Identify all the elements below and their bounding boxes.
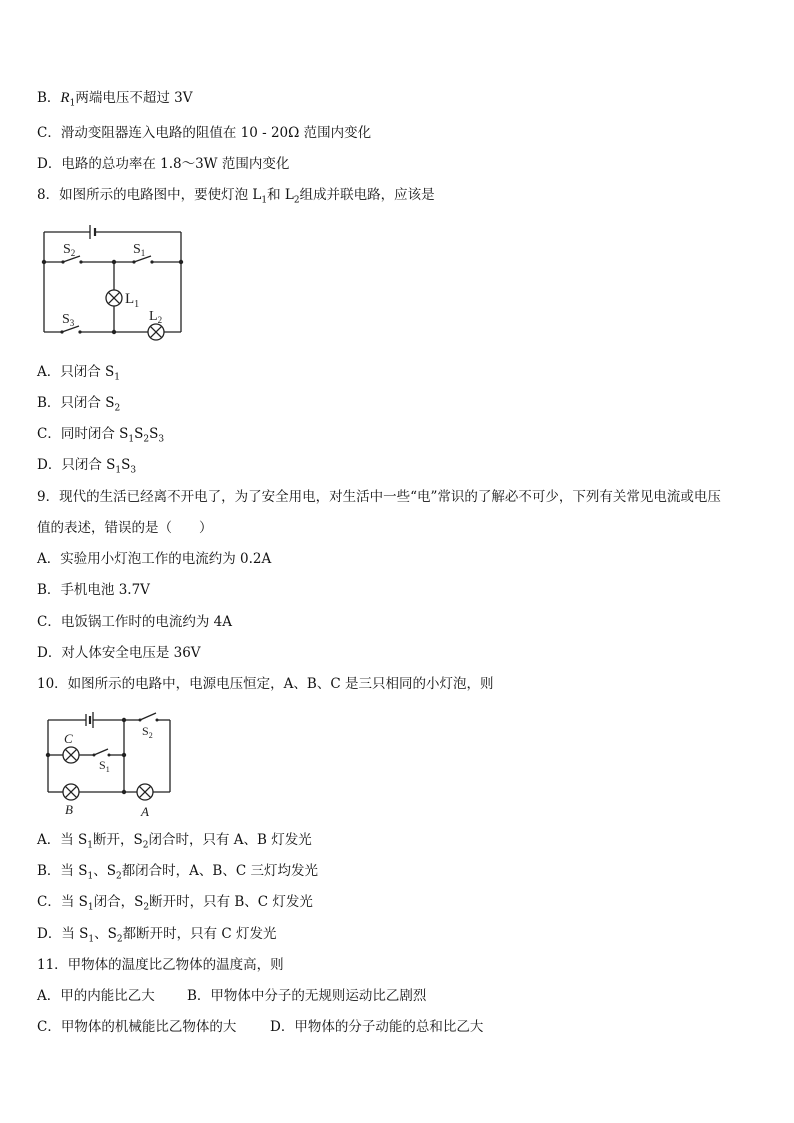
- q8-circuit-diagram: [38, 222, 188, 342]
- q7-option-b: B．$R_1$两端电压不超过 3V: [37, 90, 193, 109]
- q10-lamp-b-icon: [63, 784, 79, 800]
- q9-stem-line2: 值的表述，错误的是（ ）: [37, 520, 213, 536]
- q8-label-l1: $L_1$: [125, 291, 140, 310]
- q8-label-l2: $L_2$: [149, 309, 163, 325]
- q10-option-c: C．当 $S_1$闭合，$S_2$断开时，只有 B、C 灯发光: [37, 894, 313, 913]
- q10-battery-symbol: [86, 712, 93, 728]
- q8-label-s1: $S_1$: [133, 242, 146, 258]
- q9-option-b: B．手机电池 3.7V: [37, 582, 150, 598]
- q9-stem-line1: 9．现代的生活已经离不开电了，为了安全用电，对生活中一些“电”常识的了解必不可少，下列有关常见电流或电压: [37, 489, 721, 505]
- q10-option-d: D．当 $S_1$、$S_2$都断开时，只有 C 灯发光: [37, 926, 277, 945]
- q8-label-s3: $S_3$: [62, 312, 75, 328]
- q8-option-a: A．只闭合 $S_1$: [37, 364, 121, 383]
- q9-option-c: C．电饭锅工作时的电流约为 4A: [37, 614, 232, 630]
- q8-stem: 8．如图所示的电路图中，要使灯泡 $L_1$和 $L_2$组成并联电路，应该是: [37, 187, 435, 206]
- q11-option-d: D．甲物体的分子动能的总和比乙大: [270, 1019, 484, 1035]
- q11-option-c: C．甲物体的机械能比乙物体的大: [37, 1019, 237, 1035]
- q10-label-c: C: [64, 731, 73, 746]
- q10-circuit-diagram: [40, 710, 180, 818]
- q10-label-s1: $S_1$: [99, 758, 110, 774]
- q9-option-a: A．实验用小灯泡工作的电流约为 0.2A: [37, 551, 272, 567]
- q11-option-a: A．甲的内能比乙大: [37, 988, 155, 1004]
- q10-label-b: B: [65, 802, 73, 817]
- q10-label-s2: $S_2$: [142, 724, 153, 740]
- q7-option-d: D．电路的总功率在 1.8～3W 范围内变化: [37, 156, 290, 172]
- q8-lamp-l2-icon: [148, 324, 164, 340]
- q8-option-c: C．同时闭合 $S_1S_2S_3$: [37, 426, 165, 445]
- q8-option-d: D．只闭合 $S_1S_3$: [37, 457, 137, 476]
- q10-label-a: A: [141, 804, 149, 818]
- q10-stem: 10．如图所示的电路中，电源电压恒定，A、B、C 是三只相同的小灯泡，则: [37, 676, 494, 692]
- q10-option-b: B．当 $S_1$、$S_2$都闭合时，A、B、C 三灯均发光: [37, 863, 318, 882]
- q8-battery-symbol: [90, 225, 95, 239]
- q11-stem: 11．甲物体的温度比乙物体的温度高，则: [37, 957, 284, 973]
- q7-option-c: C．滑动变阻器连入电路的阻值在 10 - 20Ω 范围内变化: [37, 125, 372, 141]
- q8-option-b: B．只闭合 $S_2$: [37, 395, 121, 414]
- q11-option-b: B．甲物体中分子的无规则运动比乙剧烈: [187, 988, 427, 1004]
- q10-option-a: A．当 $S_1$断开，$S_2$闭合时，只有 A、B 灯发光: [37, 832, 312, 851]
- q8-lamp-l1-icon: [106, 290, 122, 306]
- q10-lamp-a-icon: [137, 784, 153, 800]
- q8-label-s2: $S_2$: [63, 242, 76, 258]
- q9-option-d: D．对人体安全电压是 36V: [37, 645, 201, 661]
- q10-lamp-c-icon: [63, 747, 79, 763]
